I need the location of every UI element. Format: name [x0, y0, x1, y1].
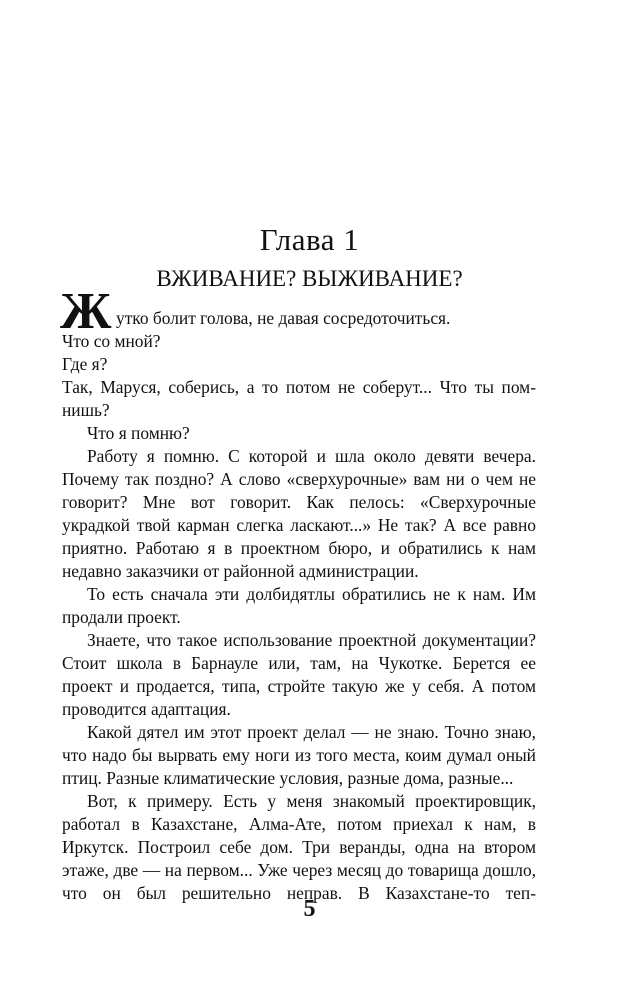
chapter-body — [60, 283, 536, 905]
chapter-title: Глава 1 — [259, 222, 360, 257]
page-number: 5 — [303, 896, 316, 922]
opening-line-text: утко болит голова, не давая сосредоточиться. — [116, 308, 451, 328]
paragraph: Где я? — [62, 354, 108, 374]
paragraph: Что со мной? — [62, 331, 161, 351]
paragraph: Вот, к примеру. Есть у меня знакомый проектировщик, работал в Казахстане, Алма-Ате, потом приехал к нам, в Иркутск. Построил себе дом. Три веранды, одна на втором этаже, две — на первом... Уже через месяц до товарища дошло, что он был решительно неправ. В Казахстане-то теп- — [62, 791, 536, 903]
chapter-subtitle: ВЖИВАНИЕ? ВЫЖИВАНИЕ? — [156, 266, 463, 291]
paragraph: Что я помню? — [87, 423, 190, 443]
drop-cap: Ж — [60, 283, 112, 340]
opening-line — [60, 283, 536, 340]
paragraph: То есть сначала эти долбидятлы обратились не к нам. Им продали проект. — [62, 584, 536, 627]
paragraph: Знаете, что такое использование проектной документации? Стоит школа в Барнауле или, там, на Чукотке. Берется ее проект и продается, типа, стройте такую же у себя. А потом проводится адаптация. — [62, 630, 536, 719]
paragraph: Какой дятел им этот проект делал — не знаю. Точно знаю, что надо бы вырвать ему ноги из того места, коим думал оный птиц. Разные климатические условия, разные дома, разные... — [62, 722, 536, 788]
paragraph: Так, Маруся, соберись, а то потом не соберут... Что ты помнишь? — [62, 377, 536, 420]
paragraph: Работу я помню. С которой и шла около девяти вечера. Почему так поздно? А слово «сверхурочные» вам ни о чем не говорит? Мне вот говорит. Как пелось: «Сверхурочные украдкой твой карман слегка ласкают...» Не так? А все равно приятно. Работаю я в проектном бюро, и обратились к нам недавно заказчики от районной администрации. — [62, 446, 536, 581]
